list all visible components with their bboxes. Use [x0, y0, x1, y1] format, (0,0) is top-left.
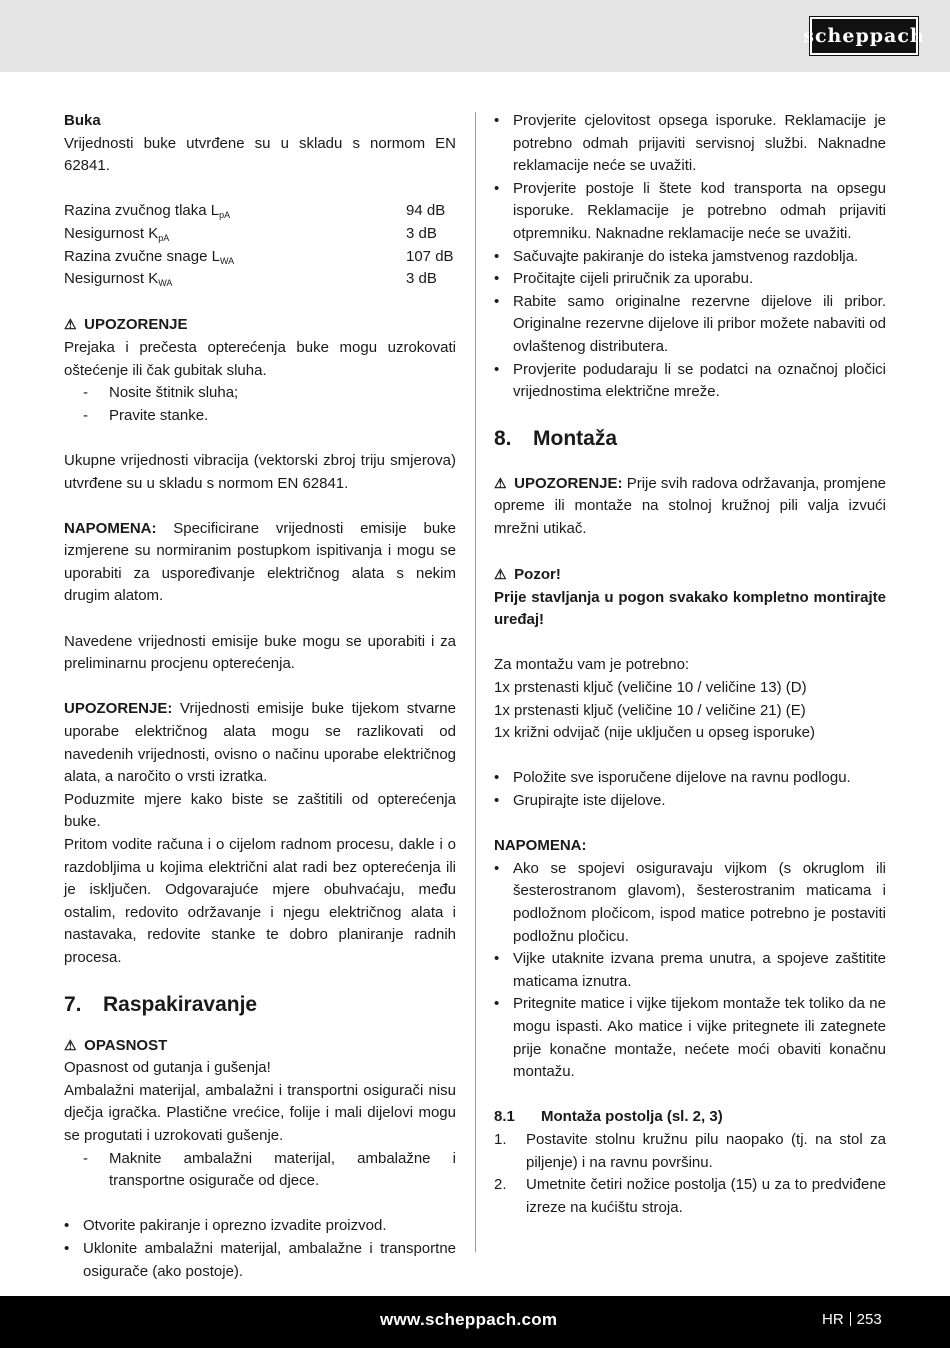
warning-paragraph: ⚠ UPOZORENJE: Prije svih radova održavanja, promjene opreme ili montaže na stolnoj kružnoj pili valja izvući mrežni utikač.: [494, 472, 886, 541]
step-item: 2. Umetnite četiri nožice postolja (15) u za to predviđene izreze na kućištu stroja.: [494, 1176, 886, 1216]
spec-value: 3 dB: [406, 270, 437, 288]
list-item: - Pravite stanke.: [83, 406, 209, 424]
right-column: [494, 110, 886, 1219]
list-item: - Nosite štitnik sluha;: [83, 384, 239, 402]
list-item: • Uklonite ambalažni materijal, ambalažne i transportne osigurače (ako postoje).: [64, 1239, 456, 1280]
list-item: • Pritegnite matice i vijke tijekom montaže tek toliko da ne mogu ispasti. Ako matice i vijke pritegnete ili zategnete prije konačne montaže, nećete moći obaviti konačnu montažu.: [494, 995, 886, 1081]
spec-row: Nesigurnost $K_{pA}$ 3 dB: [64, 223, 456, 246]
scheppach-logo: scheppach: [810, 17, 918, 55]
list-item: • Vijke utaknite izvana prema unutra, a spojeve zaštitite maticama iznutra.: [494, 950, 886, 990]
list-item: • Sačuvajte pakiranje do isteka jamstvenog razdoblja.: [494, 247, 859, 265]
spec-value: 3 dB: [406, 224, 437, 242]
spec-row: Nesigurnost $K_{WA}$ 3 dB: [64, 268, 456, 291]
footer-url-link[interactable]: www.scheppach.com: [380, 1310, 558, 1329]
warning-paragraph: UPOZORENJE: Vrijednosti emisije buke tijekom stvarne uporabe električnog alata mogu se razlikovati od navedenih vrijednosti, ovisno o načinu uporabe električnog alata, a naročito o vrsti izratka.: [64, 700, 456, 786]
list-item: - Maknite ambalažni materijal, ambalažne i transportne osigurače od djece.: [83, 1149, 456, 1190]
noise-intro: Vrijednosti buke utvrđene su u skladu s normom EN 62841.: [64, 134, 456, 175]
section-heading-7: 7. Raspakiravanje: [64, 992, 258, 1016]
danger-line: Opasnost od gutanja i gušenja!: [64, 1059, 271, 1077]
danger-text: Ambalažni materijal, ambalažni i transportni osigurači nisu dječja igračka. Plastične vrećice, folije i mali dijelovi mogu se progutati i uzrokovati gušenje.: [64, 1081, 456, 1144]
danger-heading: ⚠ OPASNOST: [64, 1034, 456, 1058]
footer-bar: [0, 1296, 950, 1348]
list-item: • Otvorite pakiranje i oprezno izvadite proizvod.: [64, 1217, 387, 1235]
noise-spec-table: [64, 200, 456, 290]
spec-row: Razina zvučnog tlaka $L_{pA}$ 94 dB: [64, 200, 456, 223]
column-divider: [475, 112, 476, 1252]
warning-triangle-icon: ⚠: [494, 566, 507, 583]
spec-value: 94 dB: [406, 202, 446, 220]
measures-text: Poduzmite mjere kako biste se zaštitili od opterećenja buke.: [64, 790, 456, 831]
note-heading: NAPOMENA:: [494, 837, 587, 855]
list-item: • Provjerite postoje li štete kod transporta na opsegu isporuke. Reklamacije je potrebno odmah prijaviti otpremniku. Naknadne reklamacije neće se uvažiti.: [494, 179, 886, 242]
list-item: • Ako se spojevi osiguravaju vijkom (s okruglom ili šesterostranom glavom), šesterostranim maticama i podložnom pločicom, ispod matice potrebno je postaviti podložnu pločicu.: [494, 859, 886, 945]
caution-heading: ⚠ Pozor!: [494, 563, 886, 587]
vibration-text: Ukupne vrijednosti vibracija (vektorski zbroj triju smjerova) utvrđene su u skladu s normom EN 62841.: [64, 451, 456, 492]
spec-value: 107 dB: [406, 247, 454, 265]
prelim-text: Navedene vrijednosti emisije buke mogu se uporabiti i za preliminarnu procjenu opterećenja.: [64, 632, 456, 673]
tool-item: 1x prstenasti ključ (veličine 10 / veličine 13) (D): [494, 679, 807, 697]
note-paragraph: NAPOMENA: Specificirane vrijednosti emisije buke izmjerene su normiranim postupkom ispitivanja i mogu se uporabiti za uspoređivanje električnog alata s nekim drugim alatom.: [64, 519, 456, 605]
warning-text: Prejaka i prečesta opterećenja buke mogu uzrokovati oštećenje ili čak gubitak sluha.: [64, 338, 456, 379]
list-item: • Grupirajte iste dijelove.: [494, 792, 666, 810]
list-item: • Pročitajte cijeli priručnik za uporabu.: [494, 270, 754, 288]
tool-item: 1x križni odvijač (nije uključen u opseg isporuke): [494, 724, 815, 742]
warning-triangle-icon: ⚠: [64, 1036, 77, 1053]
list-item: • Rabite samo originalne rezervne dijelove ili pribor. Originalne rezervne dijelove ili pribor možete nabaviti od ovlaštenog distributera.: [494, 292, 886, 355]
noise-heading: Buka: [64, 112, 101, 129]
list-item: • Provjerite podudaraju li se podatci na označnoj pločici vrijednostima električne mreže.: [494, 360, 886, 401]
list-item: • Provjerite cjelovitost opsega isporuke. Reklamacije je potrebno odmah prijaviti servisnoj službi. Naknadne reklamacije neće se uvažiti.: [494, 112, 886, 175]
subsection-heading-8-1: 8.1 Montaža postolja (sl. 2, 3): [494, 1108, 723, 1126]
list-item: • Položite sve isporučene dijelove na ravnu podlogu.: [494, 769, 851, 787]
tool-item: 1x prstenasti ključ (veličine 10 / veličine 21) (E): [494, 701, 806, 719]
tools-intro: Za montažu vam je potrebno:: [494, 656, 690, 674]
process-text: Pritom vodite računa i o cijelom radnom procesu, dakle i o razdobljima u kojima električni alat radi bez opterećenja ili je isključen. Odgovarajuće mjere obuhvaćaju, među ostalim, redovito održavanje i njegu električnog alata i nastavaka, redovite stanke te dobro planiranje radnih procesa.: [64, 836, 456, 966]
page-number: HR 253: [822, 1311, 882, 1328]
step-item: 1. Postavite stolnu kružnu pilu naopako (tj. na stol za piljenje) i na ravnu površinu.: [494, 1130, 886, 1171]
caution-text: Prije stavljanja u pogon svakako kompletno montirajte uređaj!: [494, 588, 886, 629]
warning-heading: ⚠ UPOZORENJE: [64, 313, 456, 337]
left-column: [64, 110, 456, 1283]
section-heading-8: 8. Montaža: [494, 426, 617, 450]
spec-row: Razina zvučne snage $L_{WA}$ 107 dB: [64, 246, 456, 269]
warning-triangle-icon: ⚠: [64, 316, 77, 333]
warning-triangle-icon: ⚠: [494, 474, 507, 491]
